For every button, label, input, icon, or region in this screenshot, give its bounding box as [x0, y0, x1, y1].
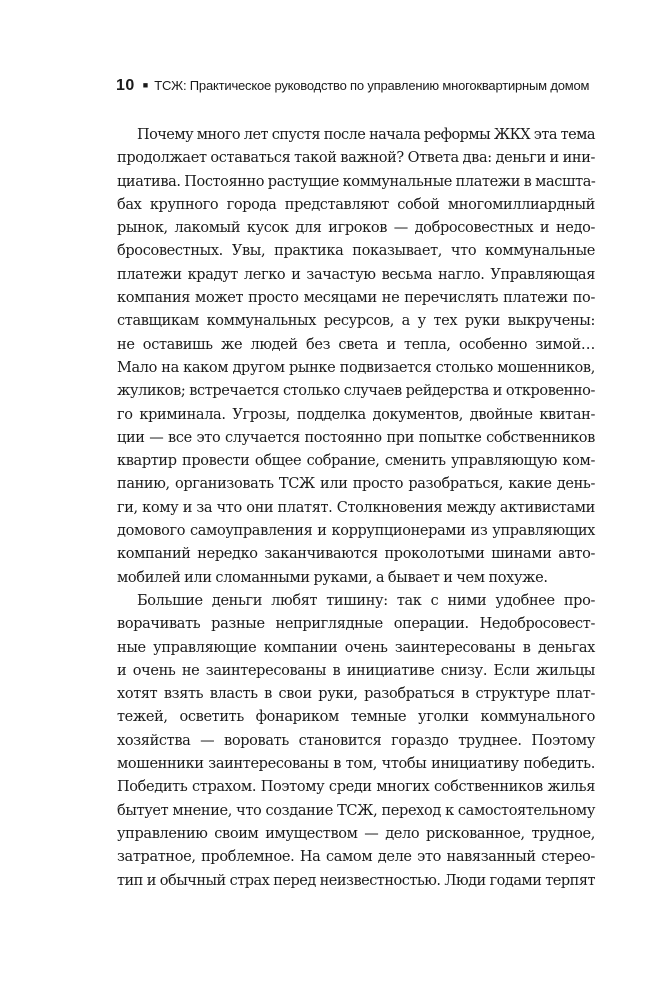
- text-line: бросовестных. Увы, практика показывает, что коммунальные: [117, 243, 595, 260]
- text-line: ги, кому и за что они платят. Столкновения между активистами: [117, 499, 595, 516]
- text-line: Победить страхом. Поэтому среди многих собственников жилья: [117, 779, 595, 796]
- text-line: мобилей или сломанными руками, а бывает и чем похуже.: [117, 569, 548, 586]
- text-line: компания может просто месяцами не перечислять платежи по-: [117, 290, 595, 307]
- text-line: го криминала. Угрозы, подделка документов, двойные квитан-: [117, 406, 595, 423]
- text-line: жуликов; встречается столько случаев рейдерства и откровенно-: [117, 383, 595, 400]
- paragraph-2: [117, 590, 595, 893]
- text-line: ции — все это случается постоянно при попытке собственников: [117, 429, 595, 446]
- text-line: хозяйства — воровать становится гораздо труднее. Поэтому: [117, 732, 595, 749]
- separator-square-icon: ■: [142, 80, 149, 90]
- text-line: тип и обычный страх перед неизвестностью. Люди годами терпят: [117, 872, 595, 889]
- text-line: Почему много лет спустя после начала реформы ЖКХ эта тема: [137, 127, 595, 143]
- text-line: хотят взять власть в свои руки, разобраться в структуре плат-: [117, 686, 595, 703]
- text-line: ные управляющие компании очень заинтересованы в деньгах: [117, 639, 595, 656]
- running-head: [116, 76, 596, 96]
- text-line: рынок, лакомый кусок для игроков — добросовестных и недо-: [117, 220, 595, 237]
- text-line: платежи крадут легко и зачастую весьма нагло. Управляющая: [117, 266, 595, 283]
- text-line: ворачивать разные неприглядные операции. Недобросовест-: [117, 616, 595, 633]
- text-line: тежей, осветить фонариком темные уголки коммунального: [117, 709, 595, 726]
- text-line: Мало на каком другом рынке подвизается столько мошенников,: [117, 359, 595, 376]
- text-line: продолжает оставаться такой важной? Ответа два: деньги и ини-: [117, 150, 596, 167]
- text-line: ставщикам коммунальных ресурсов, а у тех руки выкручены:: [117, 313, 595, 330]
- text-line: мошенники заинтересованы в том, чтобы инициативу победить.: [117, 756, 595, 773]
- text-line: управлению своим имуществом — дело рискованное, трудное,: [117, 825, 595, 842]
- text-line: циатива. Постоянно растущие коммунальные платежи в масшта-: [117, 173, 596, 190]
- text-line: Большие деньги любят тишину: так с ними удобнее про-: [137, 592, 595, 609]
- text-line: затратное, проблемное. На самом деле это навязанный стерео-: [117, 849, 595, 866]
- text-line: панию, организовать ТСЖ или просто разобраться, какие день-: [117, 476, 595, 493]
- text-line: не оставишь же людей без света и тепла, особенно зимой…: [117, 336, 595, 353]
- text-line: бытует мнение, что создание ТСЖ, переход к самостоятельному: [117, 802, 595, 819]
- text-line: компаний нередко заканчиваются проколотыми шинами авто-: [117, 546, 595, 563]
- text-line: бах крупного города представляют собой многомиллиардный: [117, 196, 595, 213]
- text-line: квартир провести общее собрание, сменить управляющую ком-: [117, 453, 595, 470]
- body-text: [117, 124, 595, 893]
- running-title: ТСЖ: Практическое руководство по управлению многоквартирным домом: [154, 78, 590, 93]
- text-line: домового самоуправления и коррупционерами из управляющих: [117, 523, 595, 540]
- page-number: 10: [116, 77, 135, 94]
- paragraph-1: [117, 124, 595, 590]
- text-line: и очень не заинтересованы в инициативе снизу. Если жильцы: [117, 662, 595, 679]
